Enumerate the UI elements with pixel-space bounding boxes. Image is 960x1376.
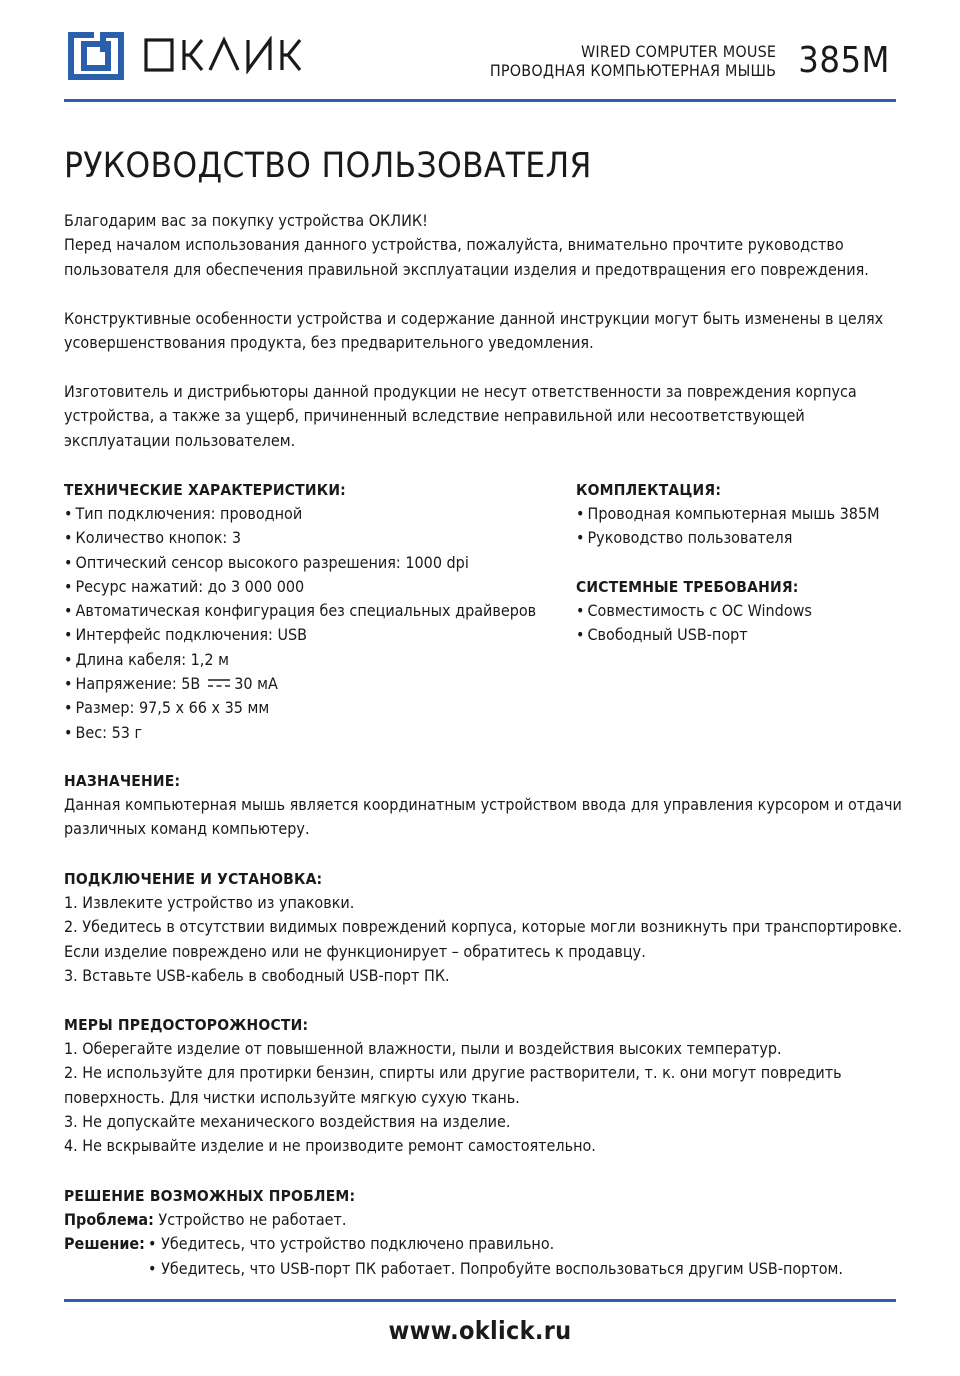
list-item: • Убедитесь, что USB-порт ПК работает. Попробуйте воспользоваться другим USB-портом. [148,1257,843,1281]
intro-changes-note [64,307,909,356]
footer-url[interactable]: www.oklick.ru [388,1316,572,1345]
list-item: • Вес: 53 г [64,721,574,745]
list-item: • Ресурс нажатий: до 3 000 000 [64,575,574,599]
solution-list [148,1232,843,1281]
page-title: РУКОВОДСТВО ПОЛЬЗОВАТЕЛЯ [64,146,592,186]
list-item: • Длина кабеля: 1,2 м [64,648,574,672]
subtitle-en: WIRED COMPUTER MOUSE [581,42,777,61]
list-item: 4. Не вскрывайте изделие и не производите ремонт самостоятельно. [64,1136,596,1156]
intro-section [64,209,909,282]
requirements-heading: СИСТЕМНЫЕ ТРЕБОВАНИЯ: [576,577,799,596]
purpose-text: Данная компьютерная мышь является координатным устройством ввода для управления курсором и отдачи различных команд компьютеру. [64,795,902,839]
list-item: 2. Убедитесь в отсутствии видимых повреждений корпуса, которые могли возникнуть при транспортировке. Если изделие повреждено или не функционирует – обратитесь к продавцу. [64,917,903,961]
subtitle-ru: ПРОВОДНАЯ КОМПЬЮТЕРНАЯ МЫШЬ [489,61,777,80]
list-item: • Совместимость с ОС Windows [576,599,906,623]
model-number: 385M [798,40,890,81]
list-item: • Размер: 97,5 x 66 x 35 мм [64,696,574,720]
list-item: • Свободный USB-порт [576,623,906,647]
troubleshooting-heading: РЕШЕНИЕ ВОЗМОЖНЫХ ПРОБЛЕМ: [64,1187,356,1205]
purpose-section [64,769,909,842]
intro-para-3: Изготовитель и дистрибьюторы данной продукции не несут ответственности за повреждения корпуса устройства, а также за ущерб, причиненный вследствие неправильной или несоответствующей эксплуатации пользователем. [64,382,857,450]
voltage-suffix: 30 мА [234,674,278,694]
list-item: 3. Вставьте USB-кабель в свободный USB-порт ПК. [64,965,450,985]
footer-divider [64,1299,896,1302]
intro-read-manual: Перед началом использования данного устройства, пожалуйста, внимательно прочтите руководство пользователя для обеспечения правильной эксплуатации изделия и предотвращения его повреждения. [64,235,869,279]
requirements-list [576,599,906,648]
list-item: 1. Оберегайте изделие от повышенной влажности, пыли и воздействия высоких температур. [64,1039,782,1058]
list-item: 1. Извлеките устройство из упаковки. [64,893,355,912]
package-heading: КОМПЛЕКТАЦИЯ: [576,481,722,499]
list-item: • Автоматическая конфигурация без специальных драйверов [64,599,574,623]
install-heading: ПОДКЛЮЧЕНИЕ И УСТАНОВКА: [64,870,323,888]
troubleshooting-section [64,1184,924,1281]
list-item: 3. Не допускайте механического воздействия на изделие. [64,1111,511,1131]
solution-row [64,1232,924,1281]
package-section [576,478,906,647]
list-item: 2. Не используйте для протирки бензин, спирты или другие растворители, т. к. они могут повредить поверхность. Для чистки используйте мягкую сухую ткань. [64,1063,842,1107]
precautions-heading: МЕРЫ ПРЕДОСТОРОЖНОСТИ: [64,1016,309,1034]
dc-symbol-icon [208,678,230,688]
list-item: • Количество кнопок: 3 [64,526,574,550]
purpose-heading: НАЗНАЧЕНИЕ: [64,772,181,790]
package-list [576,502,906,551]
voltage-prefix: Напряжение: 5В [75,674,201,694]
list-item: • Оптический сенсор высокого разрешения: 1000 dpi [64,551,574,575]
specs-heading: ТЕХНИЧЕСКИЕ ХАРАКТЕРИСТИКИ: [64,481,346,499]
list-item: • Проводная компьютерная мышь 385M [576,502,906,526]
install-section [64,867,909,988]
problem-text: Устройство не работает. [158,1210,347,1229]
install-list [64,891,909,988]
solution-label: Решение: [64,1234,145,1254]
header-model-block [490,36,890,86]
oklick-logo-icon [64,28,128,84]
specs-section [64,478,574,745]
list-item: • Тип подключения: проводной [64,502,574,526]
intro-para-2: Конструктивные особенности устройства и содержание данной инструкции могут быть изменены в целях усовершенствования продукта, без предварительного уведомления. [64,309,884,353]
precautions-list [64,1037,909,1158]
list-item: • Руководство пользователя [576,526,906,550]
header-divider [64,99,896,102]
specs-list [64,502,574,745]
oklick-wordmark [144,36,322,74]
header-subtitle [490,42,776,80]
intro-liability-note [64,380,909,453]
problem-label: Проблема: [64,1210,154,1229]
intro-thanks: Благодарим вас за покупку устройства ОКЛИК! [64,211,428,230]
list-item: • Убедитесь, что устройство подключено правильно. [148,1232,843,1256]
precautions-section [64,1013,909,1158]
problem-row [64,1208,924,1232]
list-item-voltage [64,672,574,696]
list-item: • Интерфейс подключения: USB [64,623,574,647]
